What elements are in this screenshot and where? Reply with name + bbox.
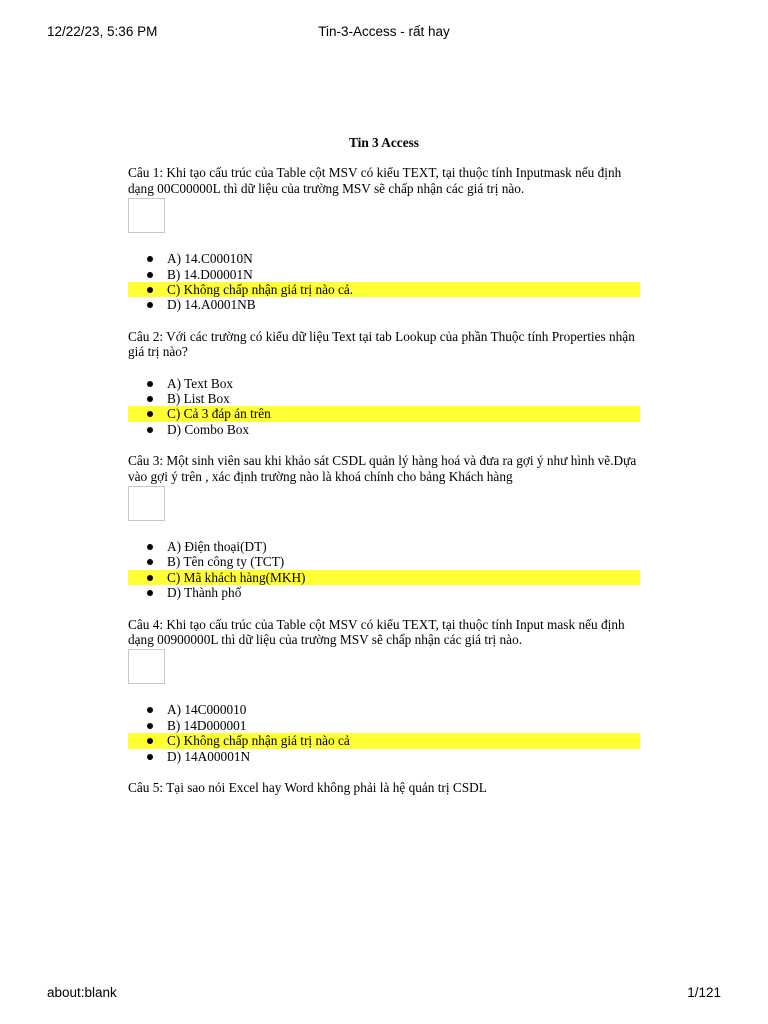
bullet-icon xyxy=(147,575,153,581)
bullet-icon xyxy=(147,707,153,713)
question-text: Câu 4: Khi tạo cấu trúc của Table cột MSV có kiểu TEXT, tại thuộc tính Input mask nếu định dạng 00900000L thì dữ liệu của trường MSV sẽ chấp nhận các giá trị nào. xyxy=(128,616,625,647)
answer-label: D) 14A00001N xyxy=(167,748,251,764)
answer-list xyxy=(128,376,640,438)
answer-option xyxy=(128,554,640,569)
bullet-icon xyxy=(147,754,153,760)
answer-list xyxy=(128,702,640,764)
answer-label: C) Không chấp nhận giá trị nào cả xyxy=(167,733,350,749)
answer-option-correct xyxy=(128,406,640,421)
answer-option xyxy=(128,267,640,282)
bullet-icon xyxy=(147,738,153,744)
bullet-icon xyxy=(147,590,153,596)
answer-label: B) Tên công ty (TCT) xyxy=(167,554,285,570)
question-text: Câu 5: Tại sao nói Excel hay Word không phải là hệ quản trị CSDL xyxy=(128,779,487,795)
answer-option-correct xyxy=(128,570,640,585)
print-datetime: 12/22/23, 5:36 PM xyxy=(47,24,158,39)
answer-option xyxy=(128,376,640,391)
answer-option xyxy=(128,422,640,437)
answer-label: D) Combo Box xyxy=(167,421,250,437)
answer-option-correct xyxy=(128,733,640,748)
document-body xyxy=(128,135,640,795)
answer-option xyxy=(128,718,640,733)
question-2 xyxy=(128,329,640,437)
answer-label: A) 14.C00010N xyxy=(167,251,253,267)
bullet-icon xyxy=(147,427,153,433)
document-title: Tin 3 Access xyxy=(349,135,419,150)
answer-label: A) 14C000010 xyxy=(167,702,247,718)
question-5 xyxy=(128,780,640,795)
print-url: about:blank xyxy=(47,985,117,1000)
answer-label: B) 14D000001 xyxy=(167,717,247,733)
bullet-icon xyxy=(147,381,153,387)
answer-option xyxy=(128,702,640,717)
question-3 xyxy=(128,453,640,600)
answer-list xyxy=(128,251,640,313)
bullet-icon xyxy=(147,256,153,262)
bullet-icon xyxy=(147,272,153,278)
answer-label: B) List Box xyxy=(167,390,230,406)
question-text: Câu 1: Khi tạo cấu trúc của Table cột MSV có kiểu TEXT, tại thuộc tính Inputmask nếu định dạng 00C00000L thì dữ liệu của trường MSV sẽ chấp nhận các giá trị nào. xyxy=(128,165,622,196)
print-page-number: 1/121 xyxy=(687,985,721,1000)
answer-label: D) Thành phố xyxy=(167,585,242,601)
answer-label: A) Điện thoại(DT) xyxy=(167,538,267,554)
broken-image-icon xyxy=(128,486,165,521)
answer-label: D) 14.A0001NB xyxy=(167,297,256,313)
answer-option xyxy=(128,391,640,406)
answer-label: B) 14.D00001N xyxy=(167,266,253,282)
answer-option xyxy=(128,251,640,266)
answer-option xyxy=(128,297,640,312)
bullet-icon xyxy=(147,396,153,402)
bullet-icon xyxy=(147,287,153,293)
question-text: Câu 3: Một sinh viên sau khi khảo sát CSDL quản lý hàng hoá và đưa ra gợi ý như hình vẽ.Dựa vào gợi ý trên , xác định trường nào là khoá chính cho bảng Khách hàng xyxy=(128,453,637,484)
broken-image-icon xyxy=(128,198,165,233)
bullet-icon xyxy=(147,559,153,565)
answer-option-correct xyxy=(128,282,640,297)
answer-option xyxy=(128,585,640,600)
bullet-icon xyxy=(147,723,153,729)
answer-option xyxy=(128,539,640,554)
answer-option xyxy=(128,749,640,764)
bullet-icon xyxy=(147,411,153,417)
answer-label: C) Mã khách hàng(MKH) xyxy=(167,569,306,585)
answer-label: A) Text Box xyxy=(167,375,234,391)
answer-label: C) Không chấp nhận giá trị nào cả. xyxy=(167,282,354,297)
question-1 xyxy=(128,165,640,312)
bullet-icon xyxy=(147,302,153,308)
bullet-icon xyxy=(147,544,153,550)
question-text: Câu 2: Với các trường có kiểu dữ liệu Text tại tab Lookup của phần Thuộc tính Properties nhận giá trị nào? xyxy=(128,328,635,360)
answer-list xyxy=(128,539,640,601)
answer-label: C) Cả 3 đáp án trên xyxy=(167,406,271,422)
print-page-title: Tin-3-Access - rất hay xyxy=(318,24,450,39)
question-4 xyxy=(128,617,640,764)
broken-image-icon xyxy=(128,649,165,684)
